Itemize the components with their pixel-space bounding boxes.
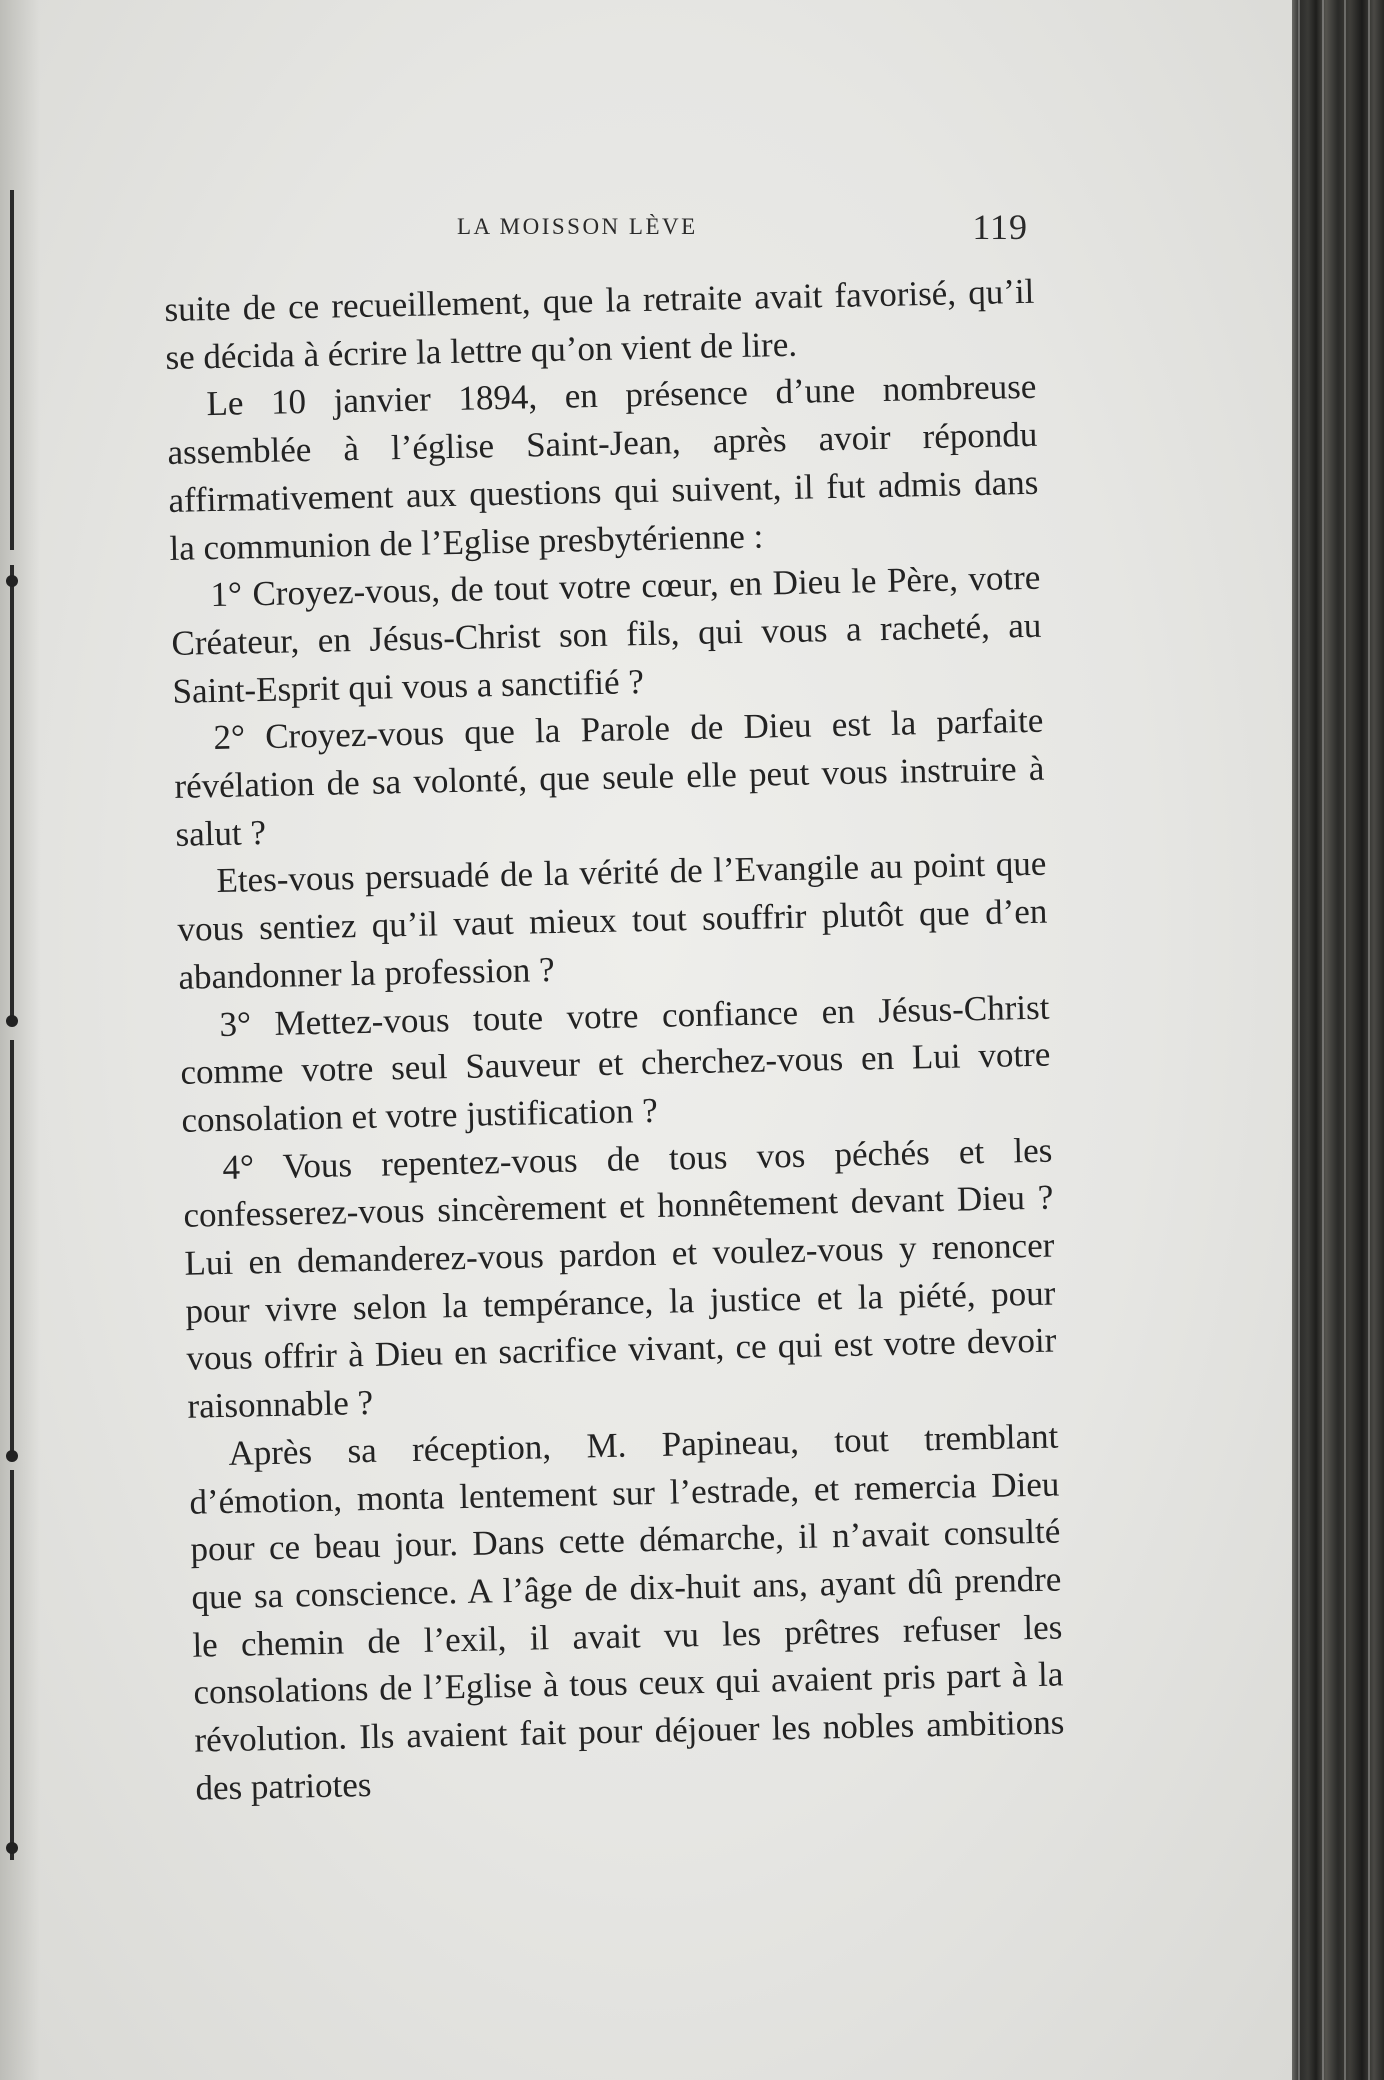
paragraph: Etes-vous persuadé de la vérité de l’Evangile au point que vous sentiez qu’il vaut mieux tout souffrir plutôt que d’en abandonner la profession ? (177, 844, 1048, 997)
paragraph: 1° Croyez-vous, de tout votre cœur, en Dieu le Père, votre Créateur, en Jésus-Christ son fils, qui vous a racheté, au Saint-Esprit qui vous a sanctifié ? (171, 557, 1042, 711)
spine-line (1368, 0, 1370, 2080)
left-margin-rule (10, 1470, 14, 1860)
left-margin-mark (6, 1015, 18, 1027)
body-text (164, 268, 1066, 1812)
page-number: 119 (972, 207, 1028, 247)
left-margin-rule (10, 565, 14, 1025)
paragraph: suite de ce recueillement, que la retraite avait favorisé, qu’il se décida à écrire la lettre qu’on vient de lire. (164, 271, 1035, 377)
paragraph: 3° Mettez-vous toute votre confiance en Jésus-Christ comme votre seul Sauveur et cherchez-vous en Lui votre consolation et votre justification ? (180, 987, 1051, 1140)
book-spine-edge (1292, 0, 1384, 2080)
paragraph: 2° Croyez-vous que la Parole de Dieu est la parfaite révélation de sa volonté, que seule elle peut vous instruire à salut ? (174, 701, 1045, 854)
paragraph: Le 10 janvier 1894, en présence d’une nombreuse assemblée à l’église Saint-Jean, après avoir répondu affirmativement aux questions qui suivent, il fut admis dans la communion de l’Eglise presbytérienne : (167, 367, 1039, 568)
running-head (160, 207, 1028, 252)
left-margin-rule (10, 1040, 14, 1460)
left-margin-mark (6, 1450, 18, 1462)
spine-line (1322, 0, 1324, 2080)
left-margin-mark (6, 1842, 18, 1854)
paragraph: 4° Vous repentez-vous de tous vos péchés et les confesserez-vous sincèrement et honnêtement devant Dieu ? Lui en demanderez-vous pardon et voulez-vous y renoncer pour vivre selon la tempérance, la justice et la piété, pour vous offrir à Dieu en sacrifice vivant, ce qui est votre devoir raisonnable ? (183, 1130, 1057, 1426)
running-title: LA MOISSON LÈVE (457, 214, 698, 239)
left-margin-mark (6, 575, 18, 587)
left-edge-shadow (0, 0, 40, 2080)
spine-line (1298, 0, 1300, 2080)
paragraph: Après sa réception, M. Papineau, tout tremblant d’émotion, monta lentement sur l’estrade, et remercia Dieu pour ce beau jour. Dans cette démarche, il n’avait consulté que sa conscience. A l’âge de dix-huit ans, ayant dû prendre le chemin de l’exil, il avait vu les prêtres refuser les consolations de l’Eglise à tous ceux qui avaient pris part à la révolution. Ils avaient fait pour déjouer les nobles ambitions des patriotes (189, 1416, 1065, 1808)
spine-line (1344, 0, 1346, 2080)
left-margin-rule (10, 190, 14, 550)
